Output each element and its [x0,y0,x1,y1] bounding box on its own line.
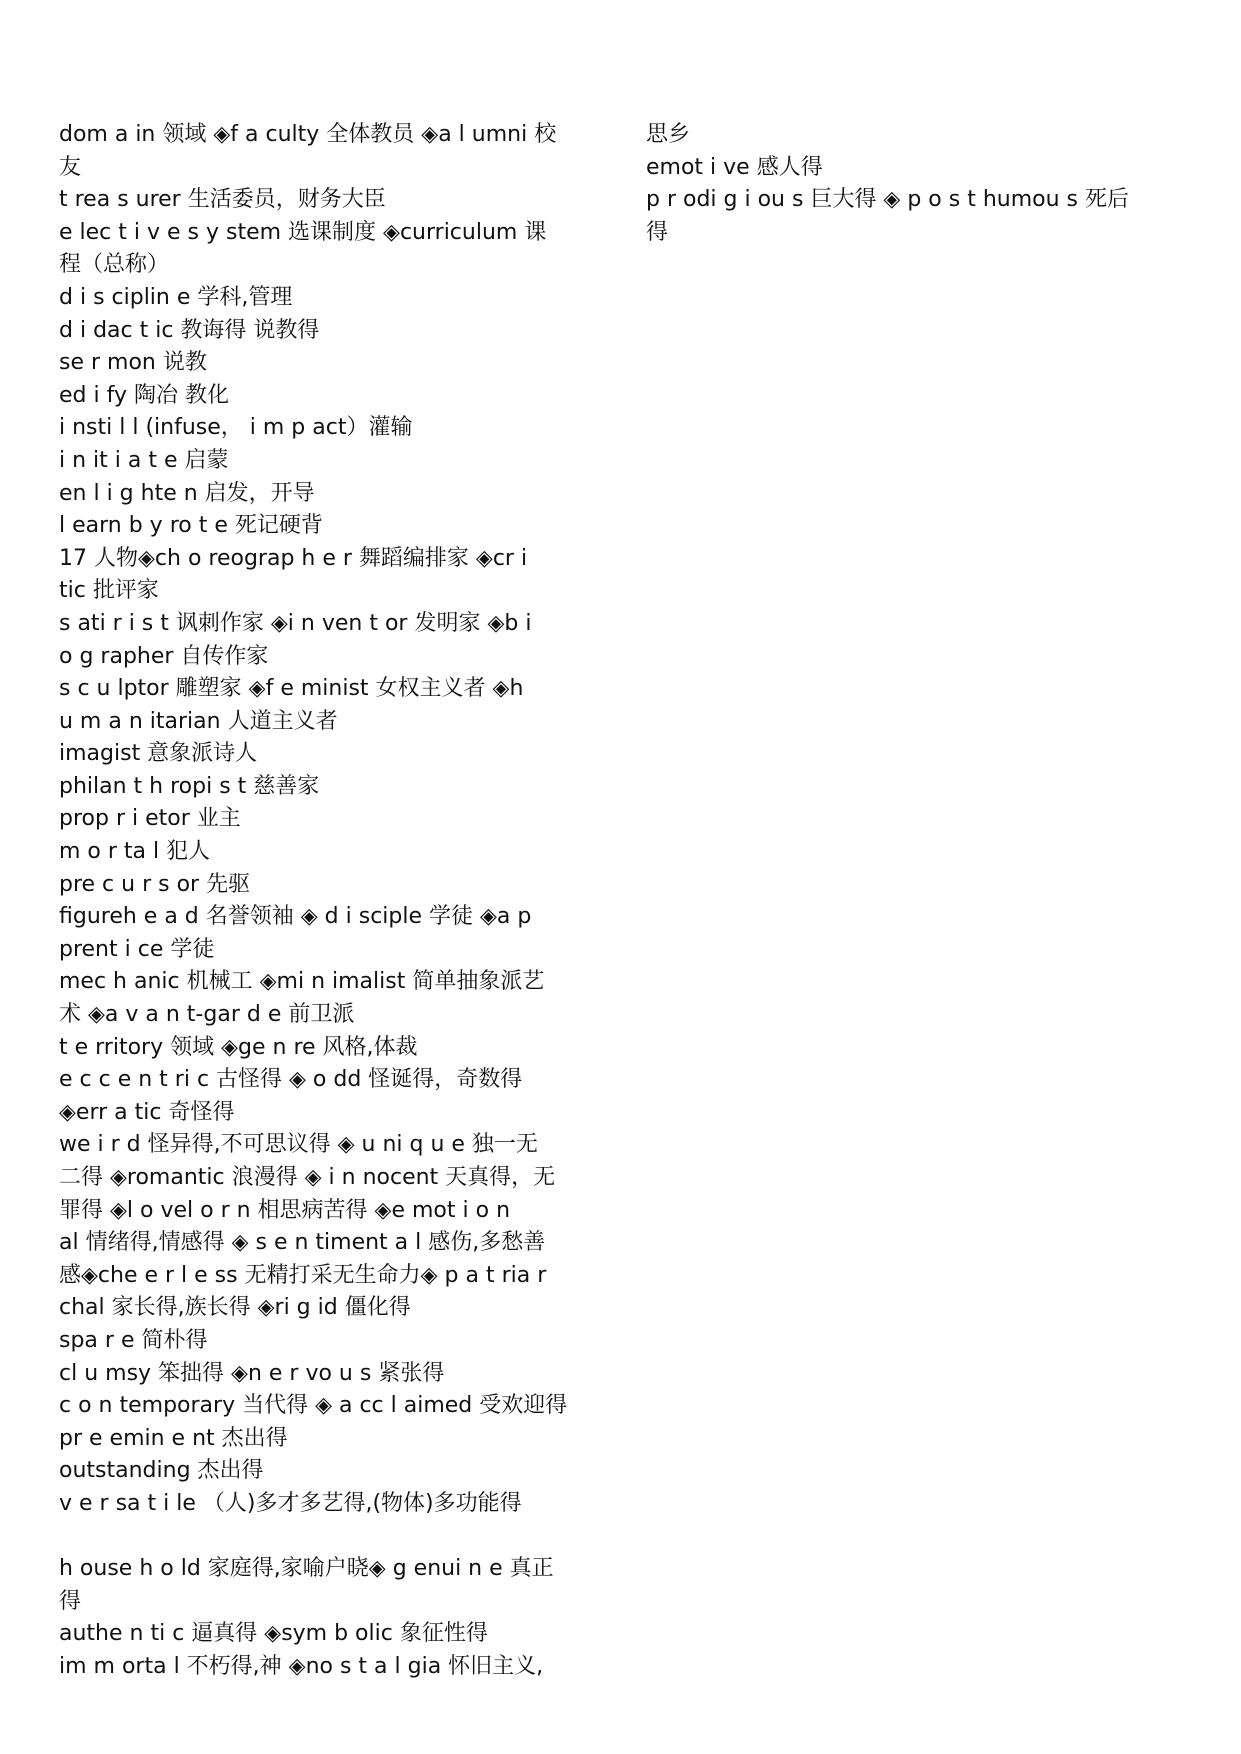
text-line: chal 家长得,族长得 ◈ri g id 僵化得 [59,1295,411,1321]
text-line: mec h anic 机械工 ◈mi n imalist 简单抽象派艺 [59,969,545,995]
text-line: d i s ciplin e 学科,管理 [59,284,293,310]
text-line: v e r sa t i le （人)多才多艺得,(物体)多功能得 [59,1490,522,1516]
text-line: s ati r i s t 讽刺作家 ◈i n ven t or 发明家 ◈b i [59,610,532,636]
text-line: 术 ◈a v a n t-gar d e 前卫派 [59,1002,355,1028]
text-line: al 情绪得,情感得 ◈ s e n timent a l 感伤,多愁善 [59,1230,546,1256]
text-line: ◈err a tic 奇怪得 [59,1099,235,1125]
text-line: e c c e n t ri c 古怪得 ◈ o dd 怪诞得，奇数得 [59,1067,523,1093]
text-line: t rea s urer 生活委员，财务大臣 [59,187,386,213]
text-line: c o n temporary 当代得 ◈ a cc l aimed 受欢迎得 [59,1393,568,1419]
text-line: d i dac t ic 教诲得 说教得 [59,317,320,343]
text-line: emot i ve 感人得 [646,154,823,180]
text-line: outstanding 杰出得 [59,1458,264,1484]
text-line: pr e emin e nt 杰出得 [59,1425,288,1451]
text-line: 二得 ◈romantic 浪漫得 ◈ i n nocent 天真得，无 [59,1165,556,1190]
right-text-column [646,119,1191,249]
text-line: se r mon 说教 [59,350,207,376]
left-text-column [59,119,601,1684]
text-line: pre c u r s or 先驱 [59,871,251,897]
text-line: 罪得 ◈l o vel o r n 相思病苦得 ◈e mot i o n [59,1197,511,1223]
text-line: 思乡 [646,122,691,147]
text-line: imagist 意象派诗人 [59,741,258,767]
text-line: authe n ti c 逼真得 ◈sym b olic 象征性得 [59,1621,488,1647]
text-line: t e rritory 领域 ◈ge n re 风格,体裁 [59,1034,418,1060]
text-line: ed i fy 陶冶 教化 [59,382,229,408]
text-line: spa r e 简朴得 [59,1327,208,1353]
text-line: s c u lptor 雕塑家 ◈f e minist 女权主义者 ◈h [59,676,524,702]
text-line: p r odi g i ou s 巨大得 ◈ p o s t humou s 死后 [646,187,1130,213]
text-line: i nsti l l (infuse， i m p act）灌输 [59,415,413,441]
text-line: u m a n itarian 人道主义者 [59,708,338,734]
text-line: 感◈che e r l e ss 无精打采无生命力◈ p a t ria r [59,1262,547,1288]
text-line: 程（总称） [59,252,170,278]
text-line: 得 [646,219,669,245]
text-line: h ouse h o ld 家庭得,家喻户晓◈ g enui n e 真正 [59,1556,554,1582]
text-line: philan t h ropi s t 慈善家 [59,773,320,799]
text-line: l earn b y ro t e 死记硬背 [59,513,323,539]
text-line: cl u msy 笨拙得 ◈n e r vo u s 紧张得 [59,1360,445,1386]
text-line: tic 批评家 [59,578,159,604]
text-line: m o r ta l 犯人 [59,839,211,865]
text-line: en l i g hte n 启发，开导 [59,480,315,506]
text-line: i n it i a t e 启蒙 [59,447,229,473]
text-line [59,1521,601,1554]
text-line: prop r i etor 业主 [59,806,241,832]
text-line: dom a in 领域 ◈f a culty 全体教员 ◈a l umni 校 [59,122,557,147]
text-line: we i r d 怪异得,不可思议得 ◈ u ni q u e 独一无 [59,1132,538,1158]
text-line: o g rapher 自传作家 [59,643,269,669]
text-line: figureh e a d 名誉领袖 ◈ d i sciple 学徒 ◈a p [59,904,532,930]
text-line: 得 [59,1588,82,1614]
text-line: im m orta l 不朽得,神 ◈no s t a l gia 怀旧主义, [59,1653,544,1679]
text-line: 17 人物◈ch o reograp h e r 舞蹈编排家 ◈cr i [59,545,528,571]
text-line: e lec t i v e s y stem 选课制度 ◈curriculum 课 [59,219,547,245]
text-line: 友 [59,154,82,180]
text-line: prent i ce 学徒 [59,936,215,962]
